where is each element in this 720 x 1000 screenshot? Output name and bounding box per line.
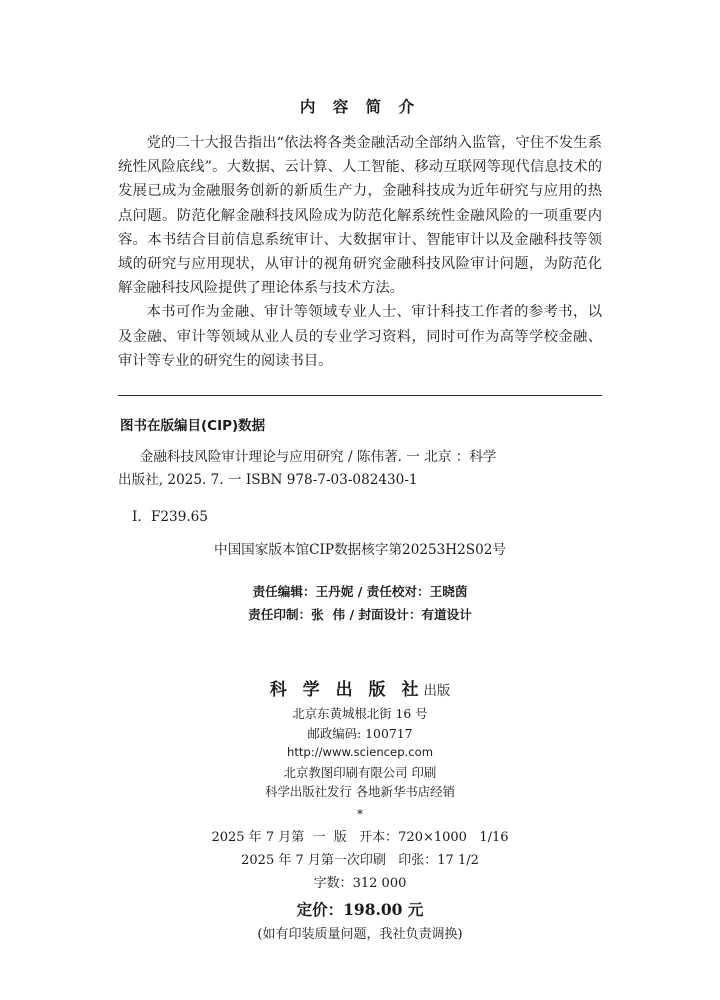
abstract-section	[118, 95, 602, 373]
publisher-logo-suffix: 出版	[423, 684, 451, 700]
page-title: 内 容 简 介	[299, 97, 421, 116]
cip-heading: 图书在版编目(CIP)数据	[120, 418, 266, 435]
publisher-address: 北京东黄城根北街 16 号	[292, 706, 428, 722]
edition-spec-line-3: 字数：312 000	[313, 875, 407, 891]
publisher-logo-line	[118, 678, 602, 704]
credit-print-line: 责任印制：张 伟 / 封面设计：有道设计	[248, 607, 472, 623]
credits-section	[118, 580, 602, 626]
cip-section	[118, 414, 602, 558]
cip-line-publisher: 出版社, 2025. 7. 一 ISBN 978-7-03-082430-1	[118, 472, 418, 489]
abstract-body	[118, 131, 602, 373]
edition-spec-line-1: 2025 年 7 月第 一 版 开本：720×1000 1/16	[211, 829, 509, 845]
divider	[118, 395, 602, 396]
printer-line: 北京教图印刷有限公司 印刷	[283, 764, 437, 780]
abstract-paragraph: 党的二十大报告指出“依法将各类金融活动全部纳入监管，守住不发生系统性风险底线”。大数据、云计算、人工智能、移动互联网等现代信息技术的发展已成为金融服务创新的新质生产力，金融科技成为近年研究与应用的热点问题。防范化解金融科技风险成为防范化解系统性金融风险的一项重要内容。本书结合目前信息系统审计、大数据审计、智能审计以及金融科技等领域的研究与应用现状，从审计的视角研究金融科技风险审计问题，为防范化解金融科技风险提供了理论体系与技术方法。	[118, 135, 602, 297]
abstract-paragraph: 本书可作为金融、审计等领域专业人士、审计科技工作者的参考书，以及金融、审计等领域从业人员的专业学习资料，同时可作为高等学校金融、审计等专业的研究生的阅读书目。	[118, 304, 602, 369]
publisher-postcode: 邮政编码: 100717	[307, 725, 413, 741]
price-line: 定价：198.00 元	[296, 899, 424, 919]
distribution-line: 科学出版社发行 各地新华书店经销	[265, 784, 455, 800]
quality-note: (如有印装质量问题，我社负责调换)	[257, 926, 463, 942]
cip-line-title: 金融科技风险审计理论与应用研究 / 陈伟著. 一 北京 ：科学	[139, 449, 497, 466]
credit-editor-line: 责任编辑：王丹妮 / 责任校对：王晓茵	[252, 584, 468, 600]
cip-nlc-number: 中国国家版本馆CIP数据核字第20253H2S02号	[214, 542, 506, 559]
colophon-section	[118, 678, 602, 947]
publisher-logo: 科 学 出 版 社	[269, 680, 424, 701]
publisher-url: http://www.sciencep.com	[286, 745, 433, 760]
cip-classification: Ⅰ．F239.65	[132, 509, 208, 526]
edition-spec-line-2: 2025 年 7 月第一次印刷 印张：17 1/2	[241, 852, 479, 868]
separator-star: *	[357, 806, 363, 821]
